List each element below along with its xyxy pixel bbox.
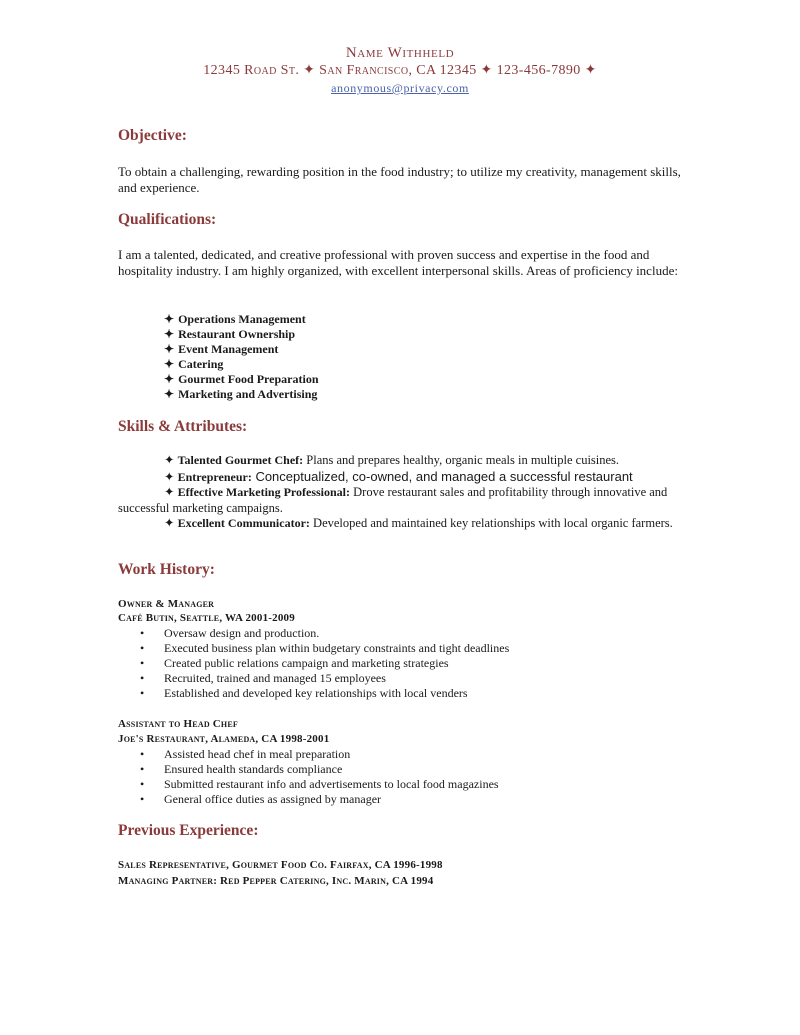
bullet-icon: •: [140, 777, 145, 791]
work-history-heading: Work History:: [118, 561, 215, 578]
star-bullet-icon: ✦: [164, 485, 175, 499]
star-bullet-icon: ✦: [164, 342, 175, 356]
skill-label: Effective Marketing Professional:: [177, 485, 351, 499]
bullet-icon: •: [140, 792, 145, 806]
email-link[interactable]: anonymous@privacy.com: [331, 81, 469, 95]
star-bullet-icon: ✦: [164, 453, 175, 467]
objective-heading: Objective:: [118, 127, 187, 144]
bullet-icon: •: [140, 671, 145, 685]
job-place: Joe's Restaurant, Alameda, CA 1998-2001: [118, 733, 330, 745]
skill-text: Conceptualized, co-owned, and managed a successful restaurant: [251, 468, 633, 484]
star-bullet-icon: ✦: [164, 327, 175, 341]
star-bullet-icon: ✦: [164, 469, 175, 484]
star-bullet-icon: ✦: [164, 312, 175, 326]
skill-text: Drove restaurant sales and profitability through innovative and successful marketing campaigns.: [118, 485, 668, 515]
skill-label: Entrepreneur:: [177, 469, 252, 484]
list-item: • Executed business plan within budgetary constraints and tight deadlines: [140, 641, 510, 655]
skill-text: Developed and maintained key relationships with local organic farmers.: [309, 516, 673, 530]
objective-text: To obtain a challenging, rewarding position in the food industry; to utilize my creativity, management skills, and experience.: [118, 164, 681, 195]
job-role: Owner & Manager: [118, 598, 215, 610]
previous-role: Managing Partner: Red Pepper Catering, Inc. Marin, CA 1994: [118, 875, 434, 887]
list-item: • Submitted restaurant info and advertisements to local food magazines: [140, 777, 499, 791]
list-item: ✦ Restaurant Ownership: [164, 327, 296, 341]
skill-item: [118, 516, 688, 532]
star-bullet-icon: ✦: [164, 387, 175, 401]
list-item: • Recruited, trained and managed 15 employees: [140, 671, 386, 685]
skill-item: [118, 485, 688, 516]
bullet-icon: •: [140, 626, 145, 640]
skill-label: Talented Gourmet Chef:: [177, 453, 304, 467]
list-item: • Created public relations campaign and marketing strategies: [140, 656, 449, 670]
star-bullet-icon: ✦: [164, 516, 175, 530]
list-item: • Established and developed key relationships with local venders: [140, 686, 468, 700]
star-bullet-icon: ✦: [164, 357, 175, 371]
list-item: • Ensured health standards compliance: [140, 762, 343, 776]
list-item: • Oversaw design and production.: [140, 626, 320, 640]
list-item: • Assisted head chef in meal preparation: [140, 747, 351, 761]
skill-item: [118, 469, 688, 486]
skill-item: [118, 453, 688, 469]
qualifications-text: I am a talented, dedicated, and creative professional with proven success and expertise in the food and hospitality industry. I am highly organized, with excellent interpersonal skills. Areas of proficiency include:: [118, 247, 678, 278]
bullet-icon: •: [140, 656, 145, 670]
skills-list: [118, 453, 688, 532]
previous-experience-heading: Previous Experience:: [118, 822, 259, 839]
list-item: • General office duties as assigned by manager: [140, 792, 382, 806]
list-item: ✦ Catering: [164, 357, 224, 371]
skills-heading: Skills & Attributes:: [118, 418, 248, 435]
list-item: ✦ Marketing and Advertising: [164, 387, 318, 401]
bullet-icon: •: [140, 747, 145, 761]
proficiency-list: [164, 312, 319, 402]
skill-text: Plans and prepares healthy, organic meals in multiple cuisines.: [303, 453, 620, 467]
resume-header: [0, 44, 800, 96]
candidate-name: Name Withheld: [345, 45, 455, 61]
list-item: ✦ Operations Management: [164, 312, 306, 326]
list-item: ✦ Gourmet Food Preparation: [164, 372, 319, 386]
star-bullet-icon: ✦: [164, 372, 175, 386]
skill-label: Excellent Communicator:: [177, 516, 310, 530]
bullet-icon: •: [140, 762, 145, 776]
bullet-icon: •: [140, 686, 145, 700]
list-item: ✦ Event Management: [164, 342, 279, 356]
bullet-icon: •: [140, 641, 145, 655]
job-duties-list: [140, 747, 499, 807]
job-place: Café Butin, Seattle, WA 2001-2009: [118, 612, 295, 624]
qualifications-heading: Qualifications:: [118, 211, 217, 228]
contact-line: 12345 Road St. ✦ San Francisco, CA 12345 ✦ 123-456-7890 ✦: [203, 63, 597, 78]
job-role: Assistant to Head Chef: [118, 718, 238, 730]
previous-role: Sales Representative, Gourmet Food Co. Fairfax, CA 1996-1998: [118, 859, 443, 871]
job-duties-list: [140, 626, 509, 701]
